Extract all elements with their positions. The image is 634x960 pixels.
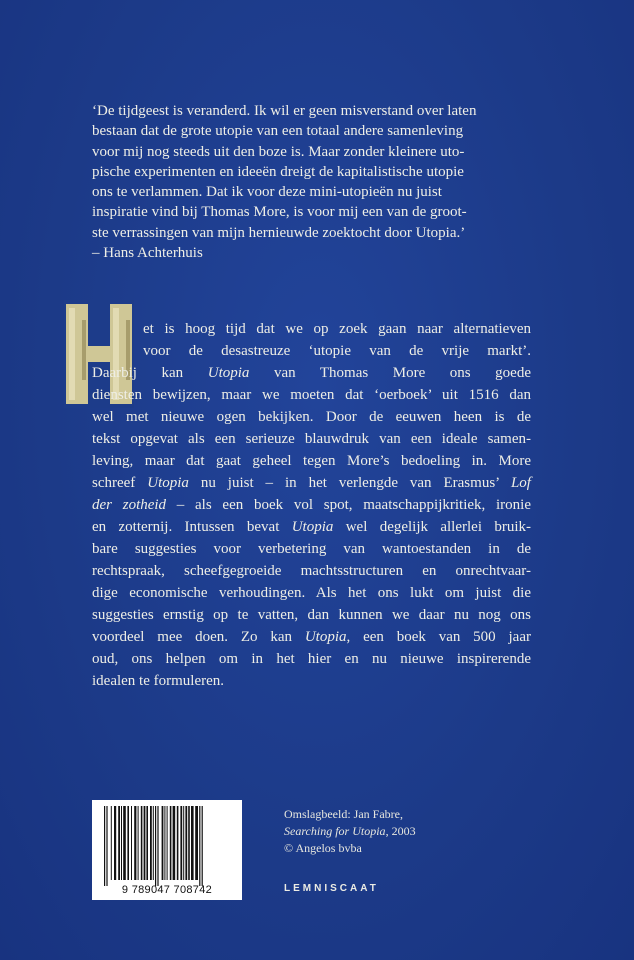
barcode-bar bbox=[202, 806, 203, 886]
barcode-bar bbox=[164, 806, 165, 880]
cover-credits bbox=[284, 806, 504, 857]
barcode-bar bbox=[199, 806, 200, 886]
barcode-bar bbox=[162, 806, 164, 880]
barcode-bar bbox=[183, 806, 184, 880]
barcode-bar bbox=[157, 806, 158, 886]
barcode-bar bbox=[173, 806, 176, 880]
quote-line: ons te verlammen. Dat ik voor deze mini-utopieën nu juist bbox=[92, 184, 442, 201]
barcode-bar bbox=[127, 806, 129, 880]
barcode-bar bbox=[121, 806, 122, 880]
barcode-bar bbox=[195, 806, 198, 880]
barcode-bar bbox=[144, 806, 146, 880]
barcode-bar bbox=[134, 806, 136, 880]
barcode-bar bbox=[185, 806, 187, 880]
blurb-line: voordeel mee doen. Zo kan Utopia, een boek van 500 jaar bbox=[92, 629, 531, 645]
book-title-utopia: Utopia bbox=[291, 519, 334, 535]
blurb-line: suggesties ernstig op te vatten, dan kunnen we daar nu nog ons bbox=[92, 607, 531, 623]
barcode-bar bbox=[155, 806, 156, 886]
blurb-line: bare suggesties voor verbetering van wantoestanden in de bbox=[92, 541, 531, 557]
barcode-bar bbox=[146, 806, 148, 880]
barcode-bar bbox=[191, 806, 194, 880]
barcode-bar bbox=[118, 806, 120, 880]
barcode-bar bbox=[170, 806, 172, 880]
barcode-bar bbox=[180, 806, 182, 880]
blurb-line: rechtspraak, scheefgegroeide machtsstructuren en onrechtvaar- bbox=[92, 563, 531, 579]
barcode-bar bbox=[153, 806, 154, 880]
blurb-line: schreef Utopia nu juist – in het verlengde van Erasmus’ Lof bbox=[92, 475, 531, 491]
credits-line: © Angelos bvba bbox=[284, 841, 362, 855]
book-title-utopia: Utopia bbox=[207, 365, 250, 381]
barcode-bar bbox=[106, 806, 107, 886]
quote-line: voor mij nog steeds uit den boze is. Maar zonder kleinere uto- bbox=[92, 143, 465, 160]
publisher-logo: LEMNISCAAT bbox=[284, 883, 379, 894]
blurb-line: en zotternij. Intussen bevat Utopia wel degelijk allerlei bruik- bbox=[92, 519, 531, 535]
barcode-bar bbox=[188, 806, 190, 880]
barcode-digits: 9 789047 708742 bbox=[121, 884, 213, 896]
book-title-lof: Lof bbox=[510, 475, 531, 491]
barcode-bar bbox=[138, 806, 139, 880]
blurb-text bbox=[92, 318, 531, 692]
blurb-line: Daarbij kan Utopia van Thomas More ons goede bbox=[92, 365, 531, 381]
blurb-line: voor de desastreuze ‘utopie van de vrije markt’. bbox=[143, 343, 531, 359]
blurb-line: et is hoog tijd dat we op zoek gaan naar alternatieven bbox=[143, 321, 531, 337]
blurb-line: leving, maar dat gaat geheel tegen More’s bedoeling in. More bbox=[92, 453, 531, 469]
book-title-utopia: Utopia bbox=[304, 629, 347, 645]
quote-line: ste verrassingen van mijn hernieuwde zoektocht door Utopia.’ bbox=[92, 224, 466, 241]
quote-author: – Hans Achterhuis bbox=[92, 245, 203, 262]
credits-line: Searching for Utopia, 2003 bbox=[284, 824, 416, 838]
blurb-line: dige economische verhoudingen. Als het ons lukt om juist die bbox=[92, 585, 531, 601]
barcode-bar bbox=[123, 806, 126, 880]
blurb-line: der zotheid – als een boek vol spot, maatschappijkritiek, ironie bbox=[92, 497, 531, 513]
blurb-line: idealen te formuleren. bbox=[92, 673, 225, 689]
barcode-bar bbox=[167, 806, 168, 880]
blurb-line: diensten bewijzen, maar we moeten dat ‘oerboek’ uit 1516 dan bbox=[92, 387, 531, 403]
quote-line: bestaan dat de grote utopie van een totaal andere samenleving bbox=[92, 123, 464, 140]
barcode-bar bbox=[141, 806, 143, 880]
barcode-bar bbox=[177, 806, 179, 880]
barcode-bar bbox=[131, 806, 132, 880]
artwork-title: Searching for Utopia bbox=[284, 824, 386, 838]
blurb-line: wel met nieuwe ogen bekijken. Door de eeuwen heen is de bbox=[92, 409, 531, 425]
quote-line: pische experimenten en ideeën dreigt de kapitalistische utopie bbox=[92, 163, 464, 180]
barcode-bar bbox=[104, 806, 105, 886]
quote-block bbox=[92, 101, 532, 263]
barcode-bar bbox=[150, 806, 152, 880]
book-title-utopia: Utopia bbox=[147, 475, 189, 491]
blurb-line: oud, ons helpen om in het hier en nu nieuwe inspirerende bbox=[92, 651, 531, 667]
barcode-bar bbox=[111, 806, 112, 880]
barcode-bar bbox=[114, 806, 116, 880]
quote-line: ‘De tijdgeest is veranderd. Ik wil er geen misverstand over laten bbox=[92, 103, 477, 119]
book-title-zotheid: der zotheid bbox=[92, 497, 167, 513]
blurb-line: tekst opgevat als een serieuze blauwdruk van een ideale samen- bbox=[92, 431, 531, 447]
quote-line: inspiratie vind bij Thomas More, is voor mij een van de groot- bbox=[92, 204, 467, 221]
credits-line: Omslagbeeld: Jan Fabre, bbox=[284, 807, 403, 821]
